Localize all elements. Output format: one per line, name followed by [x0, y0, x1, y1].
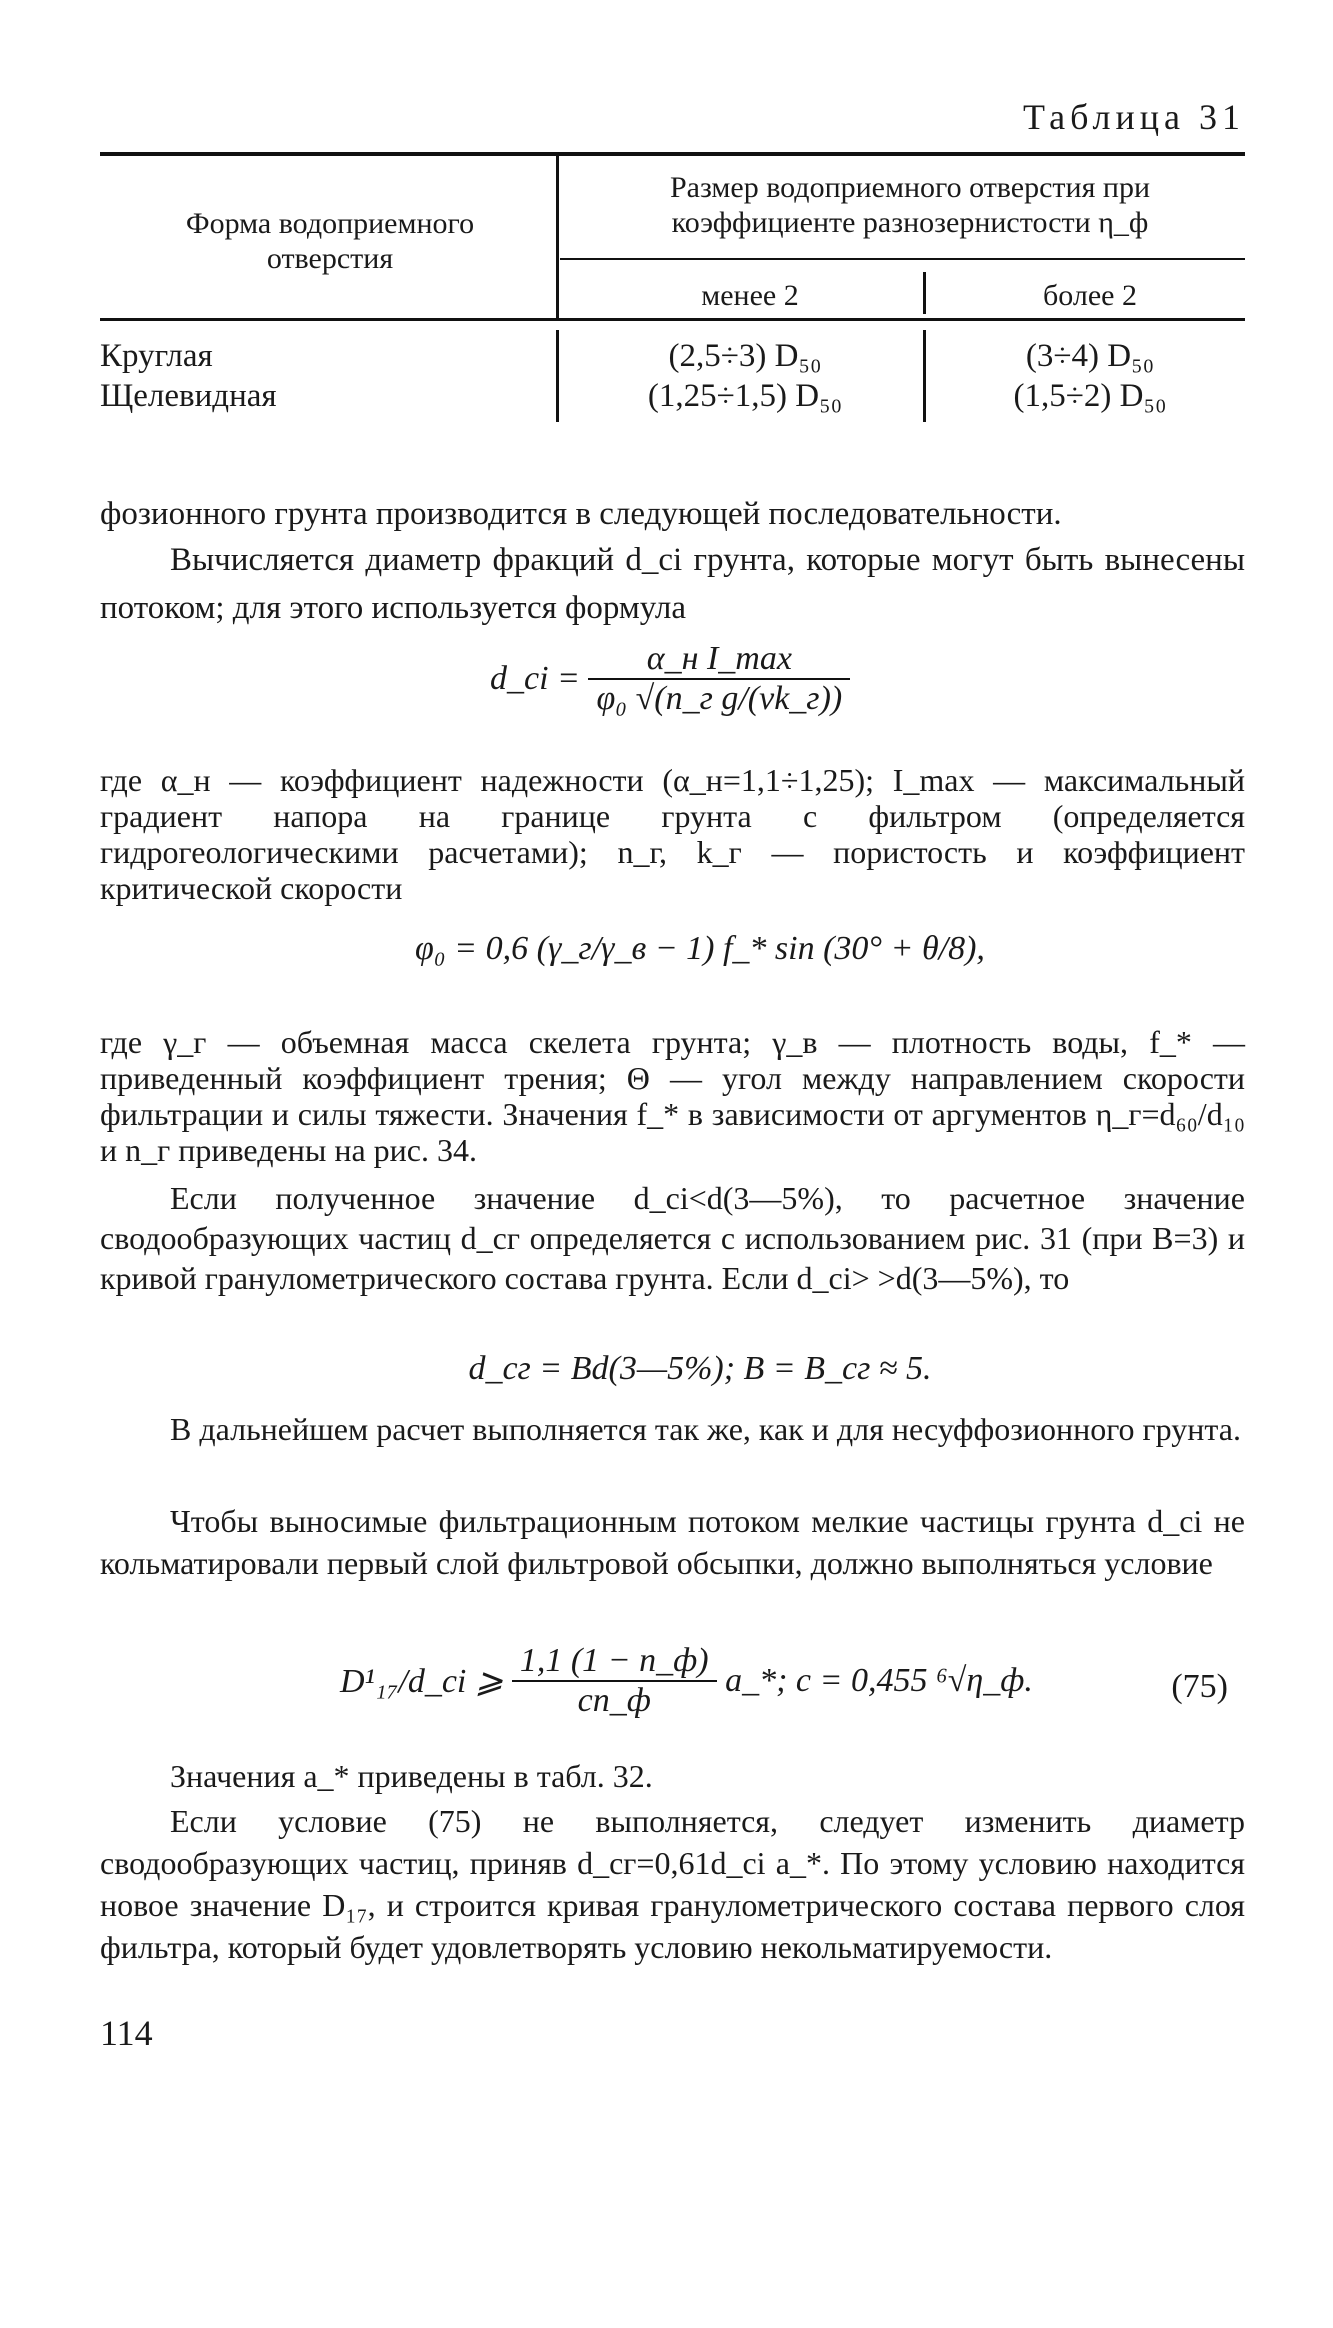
- table-cell-more: (1,5÷2) D₅₀: [1013, 378, 1167, 414]
- paragraph: В дальнейшем расчет выполняется так же, как и для несуффозионного грунта.: [170, 1411, 1241, 1447]
- paragraph: где α_н — коэффициент надежности (α_н=1,1÷1,25); I_max — максимальный градиент напора на границе грунта с фильтром (определяется гидрогеологическими расчетами); n_г, k_г — пористость и коэффициент критической скорости: [100, 762, 1245, 906]
- paragraph: где γ_г — объемная масса скелета грунта; γ_в — плотность воды, f_* — приведенный коэффициент трения; Θ — угол между направлением скорости фильтрации и силы тяжести. Значения f_* в зависимости от аргументов η_г=d₆₀/d₁₀ и n_г приведены на рис. 34.: [100, 1024, 1245, 1168]
- table-header-size: Размер водоприемного отверстия при коэффициенте разнозернистости η_ф: [669, 171, 1150, 239]
- formula-phi0: φ₀ = 0,6 (γ_г/γ_в − 1) f_* sin (30° + θ/8),: [415, 930, 985, 967]
- paragraph: фозионного грунта производится в следующей последовательности.: [100, 496, 1062, 532]
- formula-denominator: φ₀ √(n_г g/(νk_г)): [588, 678, 850, 718]
- table-vertical-rule-body: [556, 330, 559, 422]
- formula-number: (75): [1171, 1668, 1228, 1705]
- table-col-less: [580, 336, 910, 416]
- table-cell-less: (2,5÷3) D₅₀: [668, 338, 822, 374]
- page-number: 114: [100, 2013, 153, 2053]
- formula-numerator: 1,1 (1 − n_ф): [519, 1642, 709, 1679]
- formula-fraction: [588, 640, 850, 718]
- formula-condition-75: [340, 1642, 1250, 1720]
- table-col-more: [950, 336, 1230, 416]
- paragraph: Чтобы выносимые фильтрационным потоком мелкие частицы грунта d_ci не кольматировали первый слой фильтровой обсыпки, должно выполняться условие: [100, 1503, 1245, 1581]
- table-cell-more: (3÷4) D₅₀: [1025, 338, 1155, 374]
- formula-fraction: [512, 1642, 717, 1720]
- paragraph: Вычисляется диаметр фракций d_ci грунта, которые могут быть вынесены потоком; для этого используется формула: [100, 542, 1245, 626]
- table-subheader-more: более 2: [1043, 279, 1137, 312]
- table-cell-less: (1,25÷1,5) D₅₀: [647, 378, 843, 414]
- table-sub-rule-body: [923, 330, 926, 422]
- table-cell-shape: Круглая: [100, 338, 213, 374]
- table-row: [100, 336, 277, 416]
- formula-dci: [490, 640, 850, 718]
- table-caption: Таблица 31: [1023, 97, 1245, 137]
- table-sub-rule: [923, 272, 926, 314]
- paragraph: Если полученное значение d_ci<d(3—5%), то расчетное значение сводообразующих частиц d_сг определяется с использованием рис. 31 (при B=3) и кривой гранулометрического состава грунта. Если d_ci> >d(3—5%), то: [100, 1180, 1245, 1296]
- formula-dsg: d_сг = Bd(3—5%); B = B_сг ≈ 5.: [468, 1350, 932, 1387]
- table-mid-rule: [560, 258, 1245, 260]
- paragraph: Значения a_* приведены в табл. 32.: [170, 1758, 653, 1794]
- table-vertical-rule: [556, 156, 559, 318]
- table-header-shape: Форма водоприемного отверстия: [185, 207, 475, 275]
- formula-lhs: D¹₁₇/d_ci ⩾: [340, 1663, 504, 1700]
- formula-denominator: cn_ф: [512, 1680, 717, 1720]
- table-subheader-less: менее 2: [701, 279, 799, 312]
- table-header-rule: [100, 318, 1245, 321]
- formula-rhs: a_*; c = 0,455 ⁶√η_ф.: [725, 1662, 1033, 1699]
- table-cell-shape: Щелевидная: [100, 378, 277, 414]
- paragraph: Если условие (75) не выполняется, следует изменить диаметр сводообразующих частиц, приняв d_сг=0,61d_ci a_*. По этому условию находится новое значение D₁₇, и строится кривая гранулометрического состава первого слоя фильтра, который будет удовлетворять условию некольматируемости.: [100, 1803, 1245, 1965]
- table-top-rule: [100, 152, 1245, 156]
- formula-numerator: α_н I_max: [646, 640, 792, 677]
- formula-lhs: d_ci =: [490, 660, 580, 697]
